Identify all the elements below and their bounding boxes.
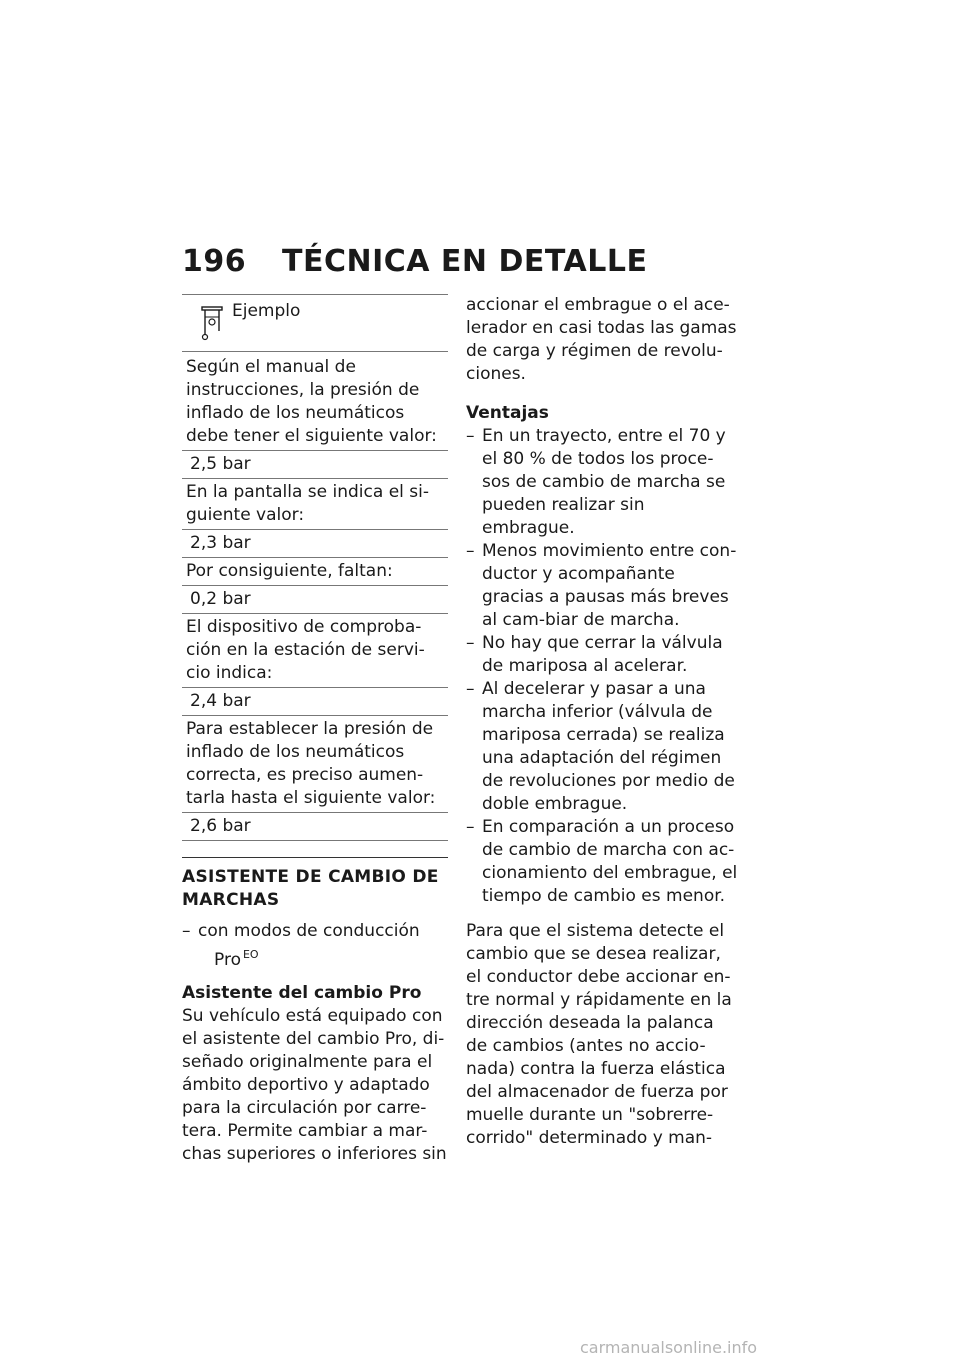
- mode-text: con modos de conducción: [198, 921, 420, 941]
- advantages-list: [466, 425, 738, 908]
- page-number: 196: [182, 244, 247, 279]
- section-divider: [182, 857, 448, 858]
- list-item: – Al decelerar y pasar a una marcha inferior (válvula de mariposa cerrada) se realiza una adaptación del régimen de revoluciones por medio de doble embrague.: [466, 678, 738, 816]
- left-column: [182, 294, 448, 1166]
- example-text: En la pantalla se indica el si-guiente valor:: [182, 479, 448, 530]
- list-item: – Menos movimiento entre con-ductor y acompañante gracias a pausas más breves al cam-biar de marcha.: [466, 540, 738, 632]
- page-header: [182, 244, 647, 279]
- list-item: – En un trayecto, entre el 70 y el 80 % de todos los proce-sos de cambio de marcha se pueden realizar sin embrague.: [466, 425, 738, 540]
- watermark: carmanualsonline.info: [580, 1338, 758, 1357]
- example-rows: [182, 352, 448, 841]
- example-header: [182, 295, 448, 352]
- mode-superscript: EO: [242, 948, 259, 961]
- example-text: Por consiguiente, faltan:: [182, 558, 448, 586]
- example-value: 2,4 bar: [182, 688, 448, 716]
- example-value: 2,6 bar: [182, 813, 448, 841]
- example-value: 0,2 bar: [182, 586, 448, 614]
- section-title: ASISTENTE DE CAMBIO DE MARCHAS: [182, 867, 439, 910]
- mode-list: [182, 920, 448, 972]
- example-text: Según el manual de instrucciones, la presión de inflado de los neumáticos debe tener el siguiente valor:: [182, 352, 448, 451]
- example-value: 2,5 bar: [182, 451, 448, 479]
- example-box: [182, 294, 448, 841]
- example-value: 2,3 bar: [182, 530, 448, 558]
- example-text: Para establecer la presión de inflado de los neumáticos correcta, es preciso aumen-tarla hasta el siguiente valor:: [182, 716, 448, 813]
- intro-paragraph: Su vehículo está equipado con el asistente del cambio Pro, di-señado originalmente para el ámbito deportivo y adaptado para la circulación por carre-tera. Permite cambiar a mar-chas superiores o inferiores sin: [182, 1005, 447, 1164]
- subheading: Asistente del cambio Pro: [182, 982, 422, 1003]
- advantages-title: Ventajas: [466, 403, 549, 423]
- right-column: [466, 294, 738, 1150]
- list-item: – No hay que cerrar la válvula de mariposa al acelerar.: [466, 632, 738, 678]
- example-title: Ejemplo: [232, 301, 301, 321]
- closing-paragraph: Para que el sistema detecte el cambio que se desea realizar, el conductor debe accionar en-tre normal y rápidamente en la dirección deseada la palanca de cambios (antes no accio-nada) contra la fuerza elástica del almacenador de fuerza por muelle durante un "sobrerre-corrido" determinado y man-: [466, 921, 732, 1148]
- tire-pressure-gauge-icon: [200, 305, 224, 341]
- chapter-title: TÉCNICA EN DETALLE: [282, 244, 648, 279]
- list-item: [182, 920, 448, 972]
- example-text: El dispositivo de comproba-ción en la estación de servi-cio indica:: [182, 614, 448, 688]
- mode-name: Pro: [214, 949, 241, 970]
- continuation-paragraph: accionar el embrague o el ace-lerador en casi todas las gamas de carga y régimen de revolu-ciones.: [466, 295, 737, 384]
- list-item: – En comparación a un proceso de cambio de marcha con ac-cionamiento del embrague, el tiempo de cambio es menor.: [466, 816, 738, 908]
